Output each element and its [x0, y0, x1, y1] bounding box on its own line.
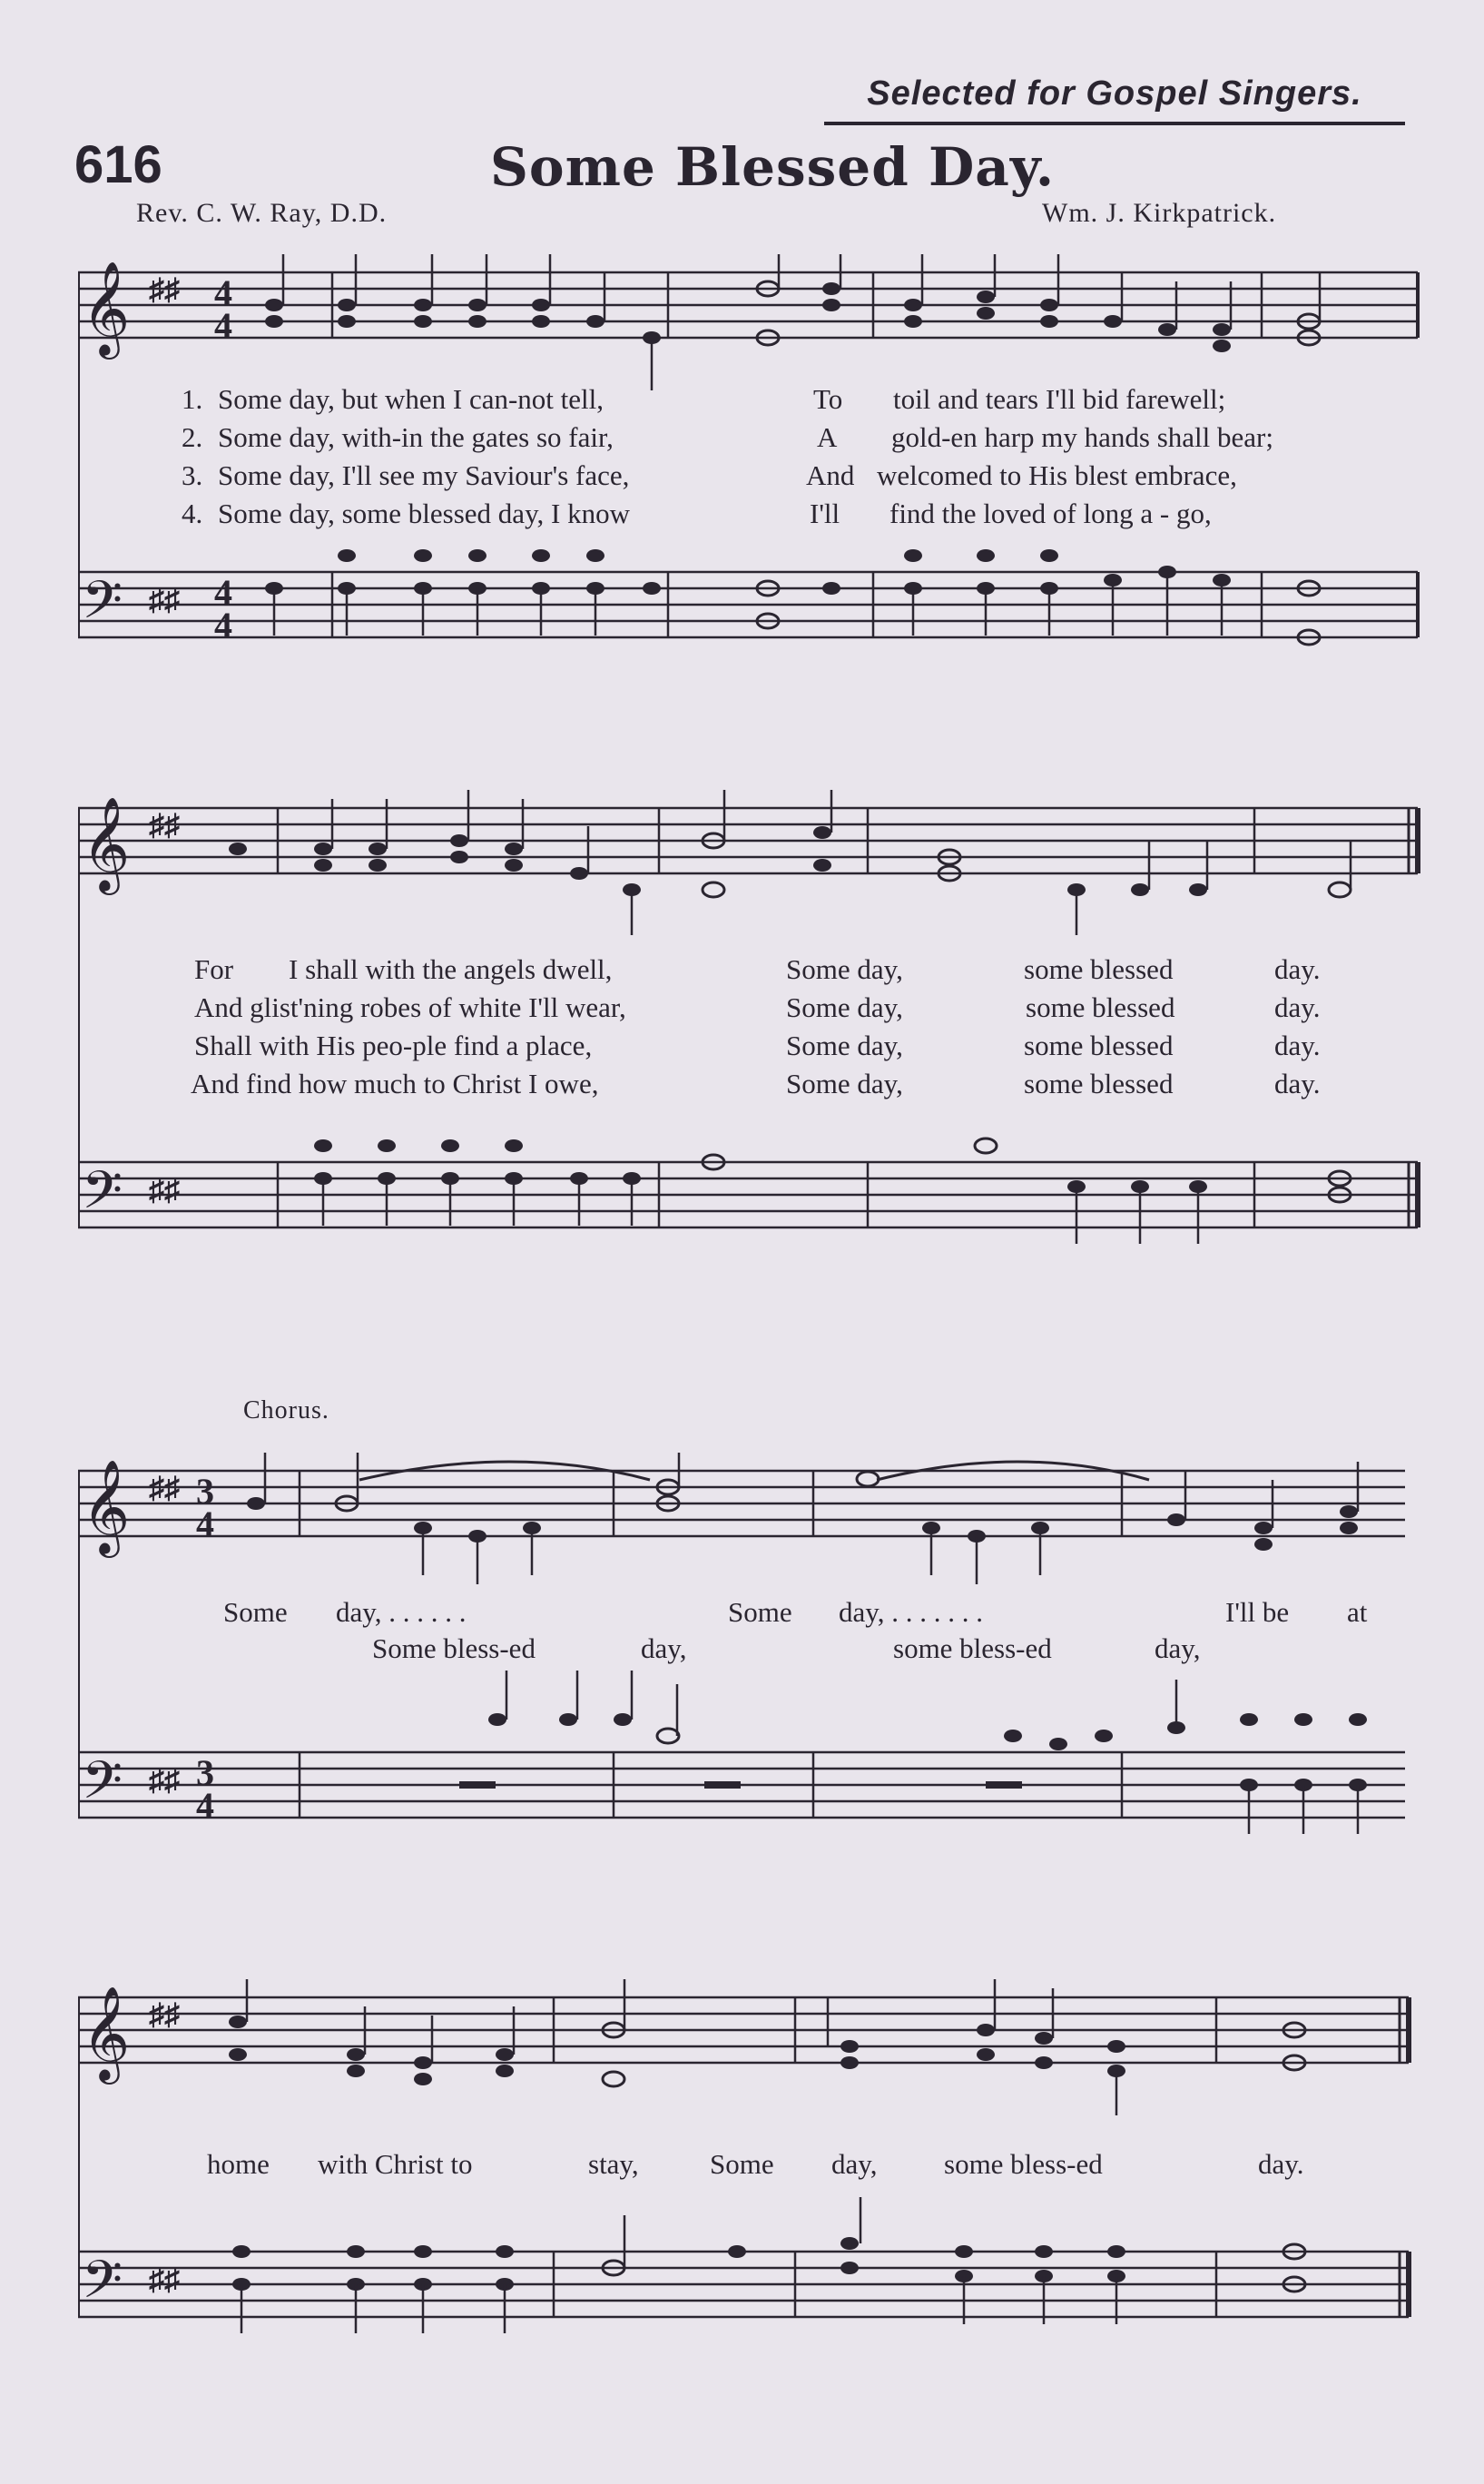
svg-text:♯♯: ♯♯ [149, 1998, 180, 2032]
svg-text:𝄞: 𝄞 [82, 1459, 131, 1554]
verse-2-line2-a: And glist'ning robes of white I'll wear, [194, 991, 626, 1023]
verse-4-text-c: find the loved of long a - go, [889, 498, 1212, 529]
verse-1-line2-c: Some day, [786, 953, 903, 985]
verse-1-line2-d: some blessed [1024, 953, 1174, 985]
svg-text:𝄞: 𝄞 [82, 261, 131, 356]
svg-text:4: 4 [214, 605, 232, 646]
svg-text:♯♯: ♯♯ [149, 2263, 180, 2297]
verse-3-num: 3. [182, 459, 203, 491]
chorus-line2-2: stay, [588, 2148, 639, 2180]
verse-2-line2-e: day. [1274, 991, 1321, 1023]
verse-4-line2-a: And find how much to Christ I owe, [191, 1068, 599, 1099]
verse-3-text-a: Some day, I'll see my Saviour's face, [218, 459, 630, 491]
verse-3-text-b: And [806, 459, 855, 491]
chorus-line-1-block [0, 1596, 1484, 1669]
chorus-line1-upper-2: Some [728, 1596, 792, 1628]
chorus-line2-3: Some [710, 2148, 774, 2180]
svg-text:4: 4 [196, 1785, 214, 1826]
svg-text:♯♯: ♯♯ [149, 584, 180, 617]
verse-2-line2-c: Some day, [786, 991, 903, 1023]
verse-line-2-block [0, 953, 1484, 1108]
chorus-line1-lower-3: day, [1155, 1632, 1201, 1664]
svg-text:𝄢: 𝄢 [82, 2249, 123, 2323]
svg-text:♯♯: ♯♯ [149, 1174, 180, 1208]
svg-text:𝄢: 𝄢 [82, 1159, 123, 1234]
svg-text:♯♯: ♯♯ [149, 273, 180, 307]
verse-4-line2-e: day. [1274, 1068, 1321, 1099]
verse-2-text-b: A [817, 421, 838, 453]
chorus-label: Chorus. [243, 1396, 329, 1424]
verse-4-text-a: Some day, some blessed day, I know [218, 498, 631, 529]
verse-1-line2-e: day. [1274, 953, 1321, 985]
lyricist-credit: Rev. C. W. Ray, D.D. [136, 198, 388, 228]
svg-text:𝄞: 𝄞 [82, 796, 131, 892]
verse-4-line2-c: Some day, [786, 1068, 903, 1099]
svg-text:4: 4 [214, 272, 232, 313]
chorus-line1-upper-4: I'll be [1225, 1596, 1290, 1628]
svg-text:♯♯: ♯♯ [149, 809, 180, 843]
chorus-line1-upper-3: day, . . . . . . . [839, 1596, 983, 1628]
verse-1-text-a: Some day, but when I can-not tell, [218, 383, 604, 415]
chorus-line1-upper-0: Some [223, 1596, 288, 1628]
composer-credit: Wm. J. Kirkpatrick. [1042, 198, 1277, 228]
verse-1-line2-b: I shall with the angels dwell, [289, 953, 613, 985]
hymn-number: 616 [74, 135, 162, 194]
svg-text:4: 4 [196, 1503, 214, 1544]
verse-2-num: 2. [182, 421, 203, 453]
svg-text:𝄢: 𝄢 [82, 1750, 123, 1824]
svg-text:4: 4 [214, 572, 232, 613]
verse-1-num: 1. [182, 383, 203, 415]
chorus-line1-upper-5: at [1347, 1596, 1368, 1628]
verse-1-text-c: toil and tears I'll bid farewell; [893, 383, 1226, 415]
verse-2-text-a: Some day, with-in the gates so fair, [218, 421, 614, 453]
chorus-line1-lower-0: Some bless-ed [372, 1632, 536, 1664]
verse-1-text-b: To [813, 383, 843, 415]
svg-text:3: 3 [196, 1752, 214, 1793]
chorus-line2-5: some bless-ed [944, 2148, 1103, 2180]
verse-3-line2-a: Shall with His peo-ple find a place, [194, 1030, 593, 1061]
chorus-line2-1: with Christ to [318, 2148, 473, 2180]
svg-text:4: 4 [214, 305, 232, 346]
svg-text:3: 3 [196, 1471, 214, 1512]
hymn-title: Some Blessed Day. [490, 136, 1056, 198]
verse-3-line2-d: some blessed [1024, 1030, 1174, 1061]
svg-text:𝄢: 𝄢 [82, 569, 123, 644]
chorus-line-2-block [0, 2148, 1484, 2188]
svg-text:♯♯: ♯♯ [149, 1472, 180, 1505]
verse-2-text-c: gold-en harp my hands shall bear; [891, 421, 1273, 453]
verse-3-line2-e: day. [1274, 1030, 1321, 1061]
verse-3-line2-c: Some day, [786, 1030, 903, 1061]
verse-3-text-c: welcomed to His blest embrace, [877, 459, 1237, 491]
verse-1-line2-a: For [194, 953, 234, 985]
chorus-line1-upper-1: day, . . . . . . [336, 1596, 467, 1628]
chorus-line2-6: day. [1258, 2148, 1304, 2180]
chorus-line1-lower-1: day, [641, 1632, 687, 1664]
verse-2-line2-d: some blessed [1026, 991, 1175, 1023]
chorus-line1-lower-2: some bless-ed [893, 1632, 1052, 1664]
verse-4-text-b: I'll [810, 498, 840, 529]
chorus-line2-0: home [207, 2148, 270, 2180]
series-heading: Selected for Gospel Singers. [824, 71, 1405, 125]
verse-line-1-block [0, 383, 1484, 537]
chorus-line2-4: day, [831, 2148, 878, 2180]
svg-text:♯♯: ♯♯ [149, 1764, 180, 1798]
svg-text:𝄞: 𝄞 [82, 1986, 131, 2081]
verse-4-line2-d: some blessed [1024, 1068, 1174, 1099]
verse-4-num: 4. [182, 498, 203, 529]
